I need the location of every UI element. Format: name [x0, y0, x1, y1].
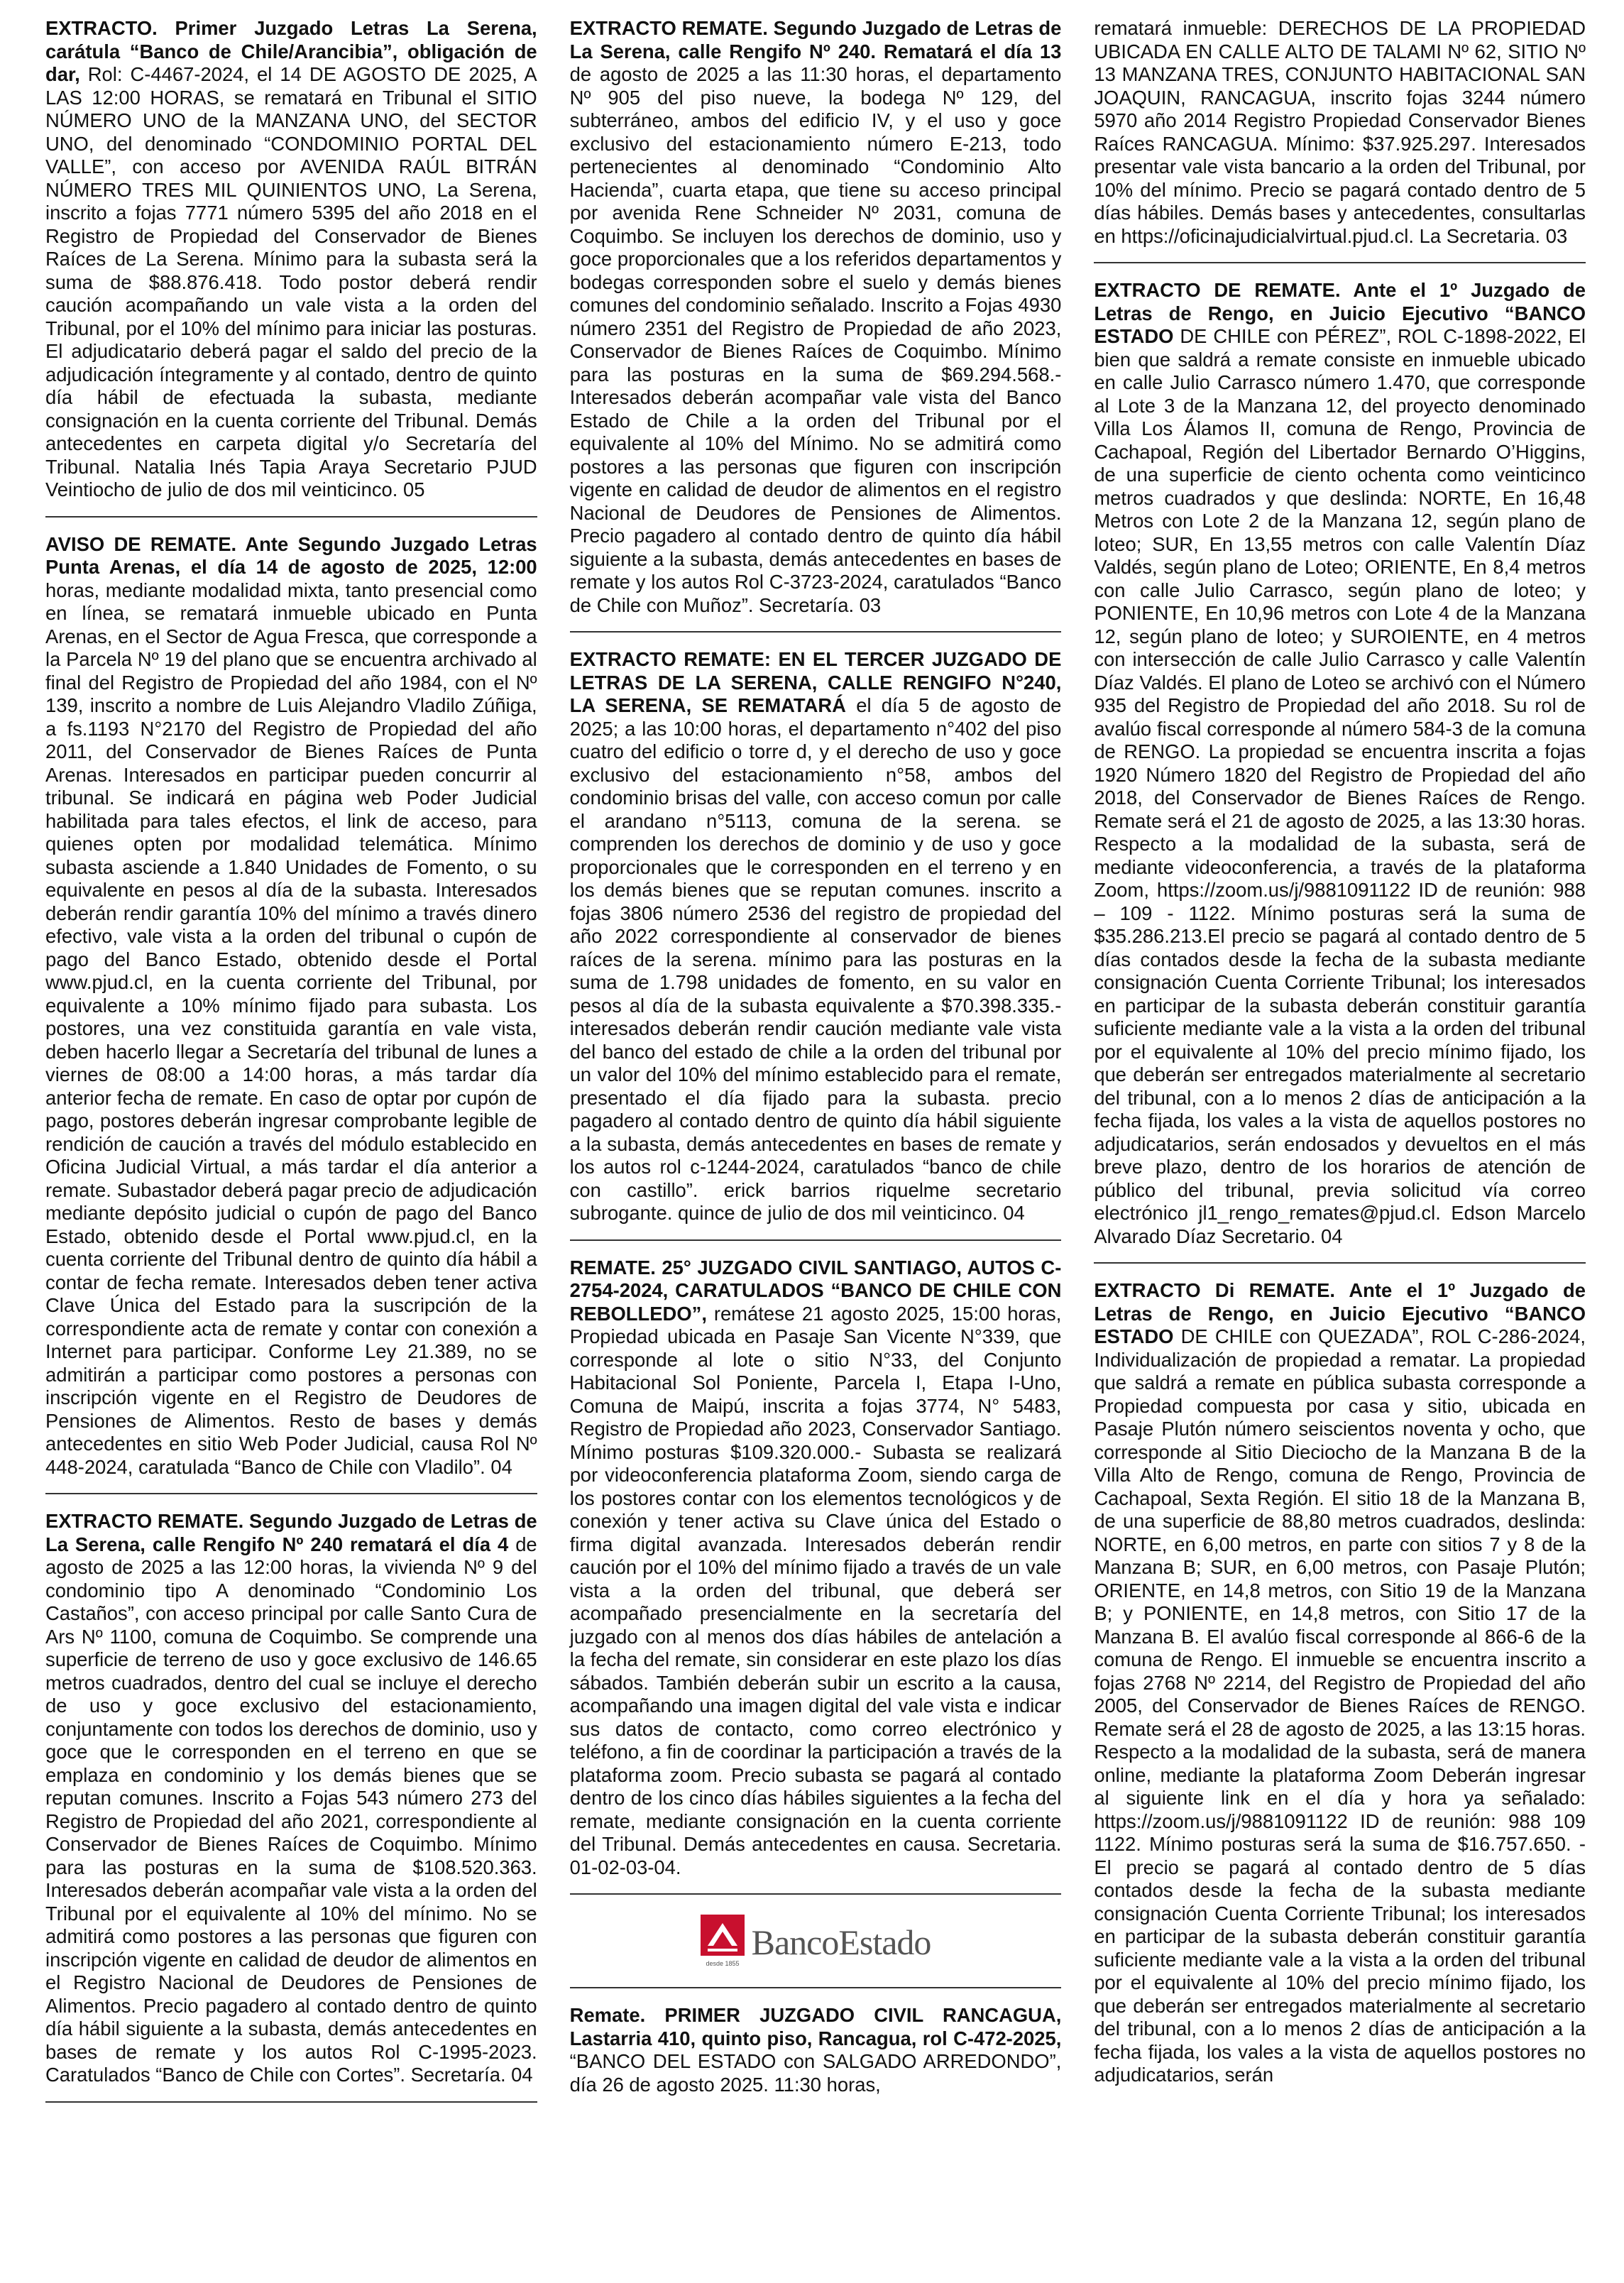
- notice-divider: [570, 1987, 1062, 1988]
- notice-divider: [1094, 1262, 1586, 1264]
- notice-remate-la-serena-cortes: [45, 1510, 537, 2087]
- notice-heading: EXTRACTO REMATE. Segundo Juzgado de Letras de La Serena, calle Rengifo Nº 240 rematará el día 4: [45, 1510, 537, 1555]
- notice-heading: EXTRACTO REMATE: EN EL TERCER JUZGADO DE LETRAS DE LA SERENA, CALLE RENGIFO N°240, LA SERENA, SE REMATARÁ: [569, 648, 1062, 716]
- column-3: [1094, 17, 1586, 2283]
- notice-body: DE CHILE con PÉREZ”, ROL C-1898-2022, El bien que saldrá a remate consiste en inmueble ubicado en calle Julio Carrasco número 1.470, que corresponde al Lote 3 de la Manzana 12, del proyecto denominado Villa Los Álamos II, comuna de Rengo, Provincia de Cachapoal, Región del Libertador Bernardo O’Higgins, de una superficie de ciento ochenta como veinticinco metros cuadrados y que deslinda: NORTE, En 16,48 Metros con Lote 2 de la Manzana 12, según plano de loteo; SUR, En 13,55 metros con calle Valentín Díaz Valdés, según plano de Loteo; ORIENTE, En 8,4 metros con calle Julio Carrasco, según plano de loteo; y PONIENTE, En 10,96 metros con Lote 4 de la Manzana 12, según plano de loteo; y SUROIENTE, en 4 metros con intersección de calle Julio Carrasco y calle Valentín Díaz Valdés. El plano de Loteo se archivó con el Número 935 del Registro de Propiedad del año 2018. Su rol de avalúo fiscal corresponde al número 584-3 de la comuna de RENGO. La propiedad se encuentra inscrita a fojas 1920 Número 1820 del Registro de Propiedad del año 2018, del Conservador de Bienes Raíces de Rengo. Remate será el 21 de agosto de 2025, a las 13:30 horas. Respecto a la modalidad de la subasta, será de mediante videoconferencia, a través de la plataforma Zoom, https://zoom.us/j/9881091122 ID de reunión: 988 – 109 - 1122. Mínimo posturas será la suma de $35.286.213.El precio se pagará al contado dentro de 5 días contados desde la fecha de la subasta mediante consignación Cuenta Corriente Tribunal; los interesados en participar de la subasta deberán constituir garantía suficiente mediante vale a la vista a la orden del tribunal por el equivalente al 10% del precio mínimo fijado, los que deberán ser entregados materialmente al secretario del tribunal, con a lo menos 2 días de anticipación a la fecha fijada, los vales a la vista de aquellos postores no adjudicatarios, serán endosados y devueltos en el más breve plazo, dentro de los horarios de atención de público del tribunal, previa solicitud vía correo electrónico jl1_rengo_remates@pjud.cl. Edson Marcelo Alvarado Díaz Secretario. 04: [1094, 325, 1586, 1247]
- notice-divider: [570, 1893, 1062, 1895]
- notice-remate-la-serena-arancibia: [45, 17, 537, 502]
- notice-heading: Remate. PRIMER JUZGADO CIVIL RANCAGUA, Lastarria 410, quinto piso, Rancagua, rol C-472-2025,: [569, 2004, 1062, 2049]
- notice-remate-rancagua-salgado: [570, 2004, 1062, 2096]
- notice-body: horas, mediante modalidad mixta, tanto presencial como en línea, se rematará inmueble ubicado en Punta Arenas, en el Sector de Agua Fresca, que corresponde a la Parcela Nº 19 del plano que se encuentra archivado al final del Registro de Propiedad del año 1984, con el Nº 139, inscrito a nombre de Luis Alejandro Vladilo Zúñiga, a fs.1193 N°2170 del Registro de Propiedad del año 2011, del Conservador de Bienes Raíces de Punta Arenas. Interesados en participar pueden concurrir al tribunal. Se indicará en página web Poder Judicial habilitada para tales efectos, el link de acceso, para quienes opten por modalidad telemática. Mínimo subasta asciende a 1.840 Unidades de Fomento, o su equivalente en pesos al día de la subasta. Interesados deberán rendir garantía 10% del mínimo a través dinero efectivo, vale vista a la orden del tribunal o cupón de pago del Banco Estado, obtenido desde el Portal www.pjud.cl, en la cuenta corriente del Tribunal, por equivalente a 10% mínimo fijado para subasta. Los postores, una vez constituida garantía en vale vista, deben hacerlo llegar a Secretaría del tribunal de lunes a viernes de 08:00 a 14:00 horas, a más tardar día anterior fecha de remate. En caso de optar por cupón de pago, postores deberán ingresar comprobante legible de rendición de caución a través del módulo establecido en Oficina Judicial Virtual, a más tardar el día anterior a remate. Subastador deberá pagar precio de adjudicación mediante depósito judicial o cupón de pago del Banco Estado, obtenido desde el Portal www.pjud.cl, en la cuenta corriente del Tribunal dentro de quinto día hábil a contar de fecha remate. Interesados deben tener activa Clave Única del Estado para la suscripción de la correspondiente acta de remate y contar con conexión a Internet para participar. Conforme Ley 21.389, no se admitirán a participar como postores a personas con inscripción vigente en el Registro de Deudores de Pensiones de Alimentos. Resto de bases y demás antecedentes en sitio Web Poder Judicial, causa Rol Nº 448-2024, caratulada “Banco de Chile con Vladilo”. 04: [45, 579, 537, 1478]
- notice-body: remátese 21 agosto 2025, 15:00 horas, Propiedad ubicada en Pasaje San Vicente N°339, que corresponde al lote o sitio N°33, del Conjunto Habitacional Sol Poniente, Parcela I, Etapa I-Uno, Comuna de Maipú, inscrita a fojas 3774, N° 5483, Registro de Propiedad año 2023, Conservador Santiago. Mínimo posturas $109.320.000.- Subasta se realizará por videoconferencia plataforma Zoom, siendo carga de los postores contar con los elementos tecnológicos y de conexión y tener activa su Clave única del Estado o firma digital avanzada. Interesados deberán rendir caución por el 10% del mínimo fijado a través de un vale vista a la orden del tribunal, que deberá ser acompañado presencialmente en la secretaría del juzgado con al menos dos días hábiles de antelación a la fecha del remate, sin considerar en este plazo los días sábados. También deberán subir un escrito a la causa, acompañando una imagen digital del vale vista e indicar sus datos de contacto, como correo electrónico y teléfono, a fin de coordinar la participación a través de la plataforma zoom. Precio subasta se pagará al contado dentro de los cinco días hábiles siguientes a la fecha del remate, mediante consignación en la cuenta corriente del Tribunal. Demás antecedentes en causa. Secretaria. 01-02-03-04.: [569, 1302, 1062, 1878]
- notice-body: “BANCO DEL ESTADO con SALGADO ARREDONDO”, día 26 de agosto 2025. 11:30 horas,: [569, 2050, 1062, 2096]
- notice-heading: EXTRACTO DE REMATE. Ante el 1º Juzgado de Letras de Rengo, en Juicio Ejecutivo “BANCO ESTADO: [1094, 279, 1586, 347]
- logo-wordmark: BancoEstado: [751, 1922, 931, 1962]
- notice-remate-rancagua-continued: [1094, 17, 1586, 248]
- notice-heading: EXTRACTO. Primer Juzgado Letras La Serena, carátula “Banco de Chile/Arancibia”, obligación de dar,: [45, 17, 537, 85]
- notice-divider: [45, 516, 537, 518]
- notice-body: DE CHILE con QUEZADA”, ROL C-286-2024, Individualización de propiedad a rematar. La propiedad que saldrá a remate en pública subasta corresponde a Propiedad compuesta por casa y sitio, ubicada en Pasaje Plutón número seiscientos noventa y ocho, que corresponde al Sitio Dieciocho de la Manzana B de la Villa Alto de Rengo, comuna de Rengo, Provincia de Cachapoal, Sexta Región. El sitio 18 de la Manzana B, de una superficie de 88,80 metros cuadrados, deslinda: NORTE, en 6,00 metros, en parte con sitios 7 y 8 de la Manzana B; SUR, en 6,00 metros, con Pasaje Plutón; ORIENTE, en 14,8 metros, con Sitio 19 de la Manzana B; y PONIENTE, en 14,8 metros, con Sitio 17 de la Manzana B. El avalúo fiscal corresponde al 866-6 de la comuna de Rengo. El inmueble se encuentra inscrito a fojas 2768 Nº 2214, del Registro de Propiedad del año 2005, del Conservador de Bienes Raíces de RENGO. Remate será el 28 de agosto de 2025, a las 13:15 horas. Respecto a la modalidad de la subasta, será de manera online, mediante la plataforma Zoom Deberán ingresar al siguiente link en el día y hora ya señalado: https://zoom.us/j/9881091122 ID de reunión: 988 109 1122. Mínimo posturas será la suma de $16.757.650. - El precio se pagará al contado dentro de 5 días contados desde la fecha de la subasta mediante consignación Cuenta Corriente Tribunal; los interesados en participar de la subasta deberán constituir garantía suficiente mediante vale a la vista a la orden del tribunal por el equivalente al 10% del precio mínimo fijado, los que deberán ser entregados materialmente al secretario del tribunal, con a lo menos 2 días de anticipación a la fecha fijada, los vales a la vista de aquellos postores no adjudicatarios, serán: [1094, 1325, 1586, 2086]
- notice-body: Rol: C-4467-2024, el 14 DE AGOSTO DE 2025, A LAS 12:00 HORAS, se rematará en Tribunal el SITIO NÚMERO UNO de la MANZANA UNO, del SECTOR UNO, del denominado “CONDOMINIO PORTAL DEL VALLE”, con acceso por AVENIDA RAÚL BITRÁN NÚMERO TRES MIL QUINIENTOS UNO, La Serena, inscrito a fojas 7771 número 5395 del año 2018 en el Registro de Propiedad del Conservador de Bienes Raíces de La Serena. Mínimo para la subasta será la suma de $88.876.418. Todo postor deberá rendir caución acompañando un vale vista a la orden del Tribunal, por el 10% del mínimo para iniciar las posturas. El adjudicatario deberá pagar el saldo del precio de la adjudicación íntegramente y al contado, dentro de quinto día hábil de efectuada la subasta, mediante consignación en la cuenta corriente del Tribunal. Demás antecedentes en carpeta digital y/o Secretaría del Tribunal. Natalia Inés Tapia Araya Secretario PJUD Veintiocho de julio de dos mil veinticinco. 05: [45, 63, 537, 500]
- notice-heading: AVISO DE REMATE. Ante Segundo Juzgado Letras Punta Arenas, el día 14 de agosto de 2025, 12:00: [45, 532, 537, 578]
- notice-remate-punta-arenas-vladilo: [45, 533, 537, 1479]
- notice-remate-santiago-rebolledo: [570, 1257, 1062, 1880]
- notice-body: el día 5 de agosto de 2025; a las 10:00 horas, el departamento n°402 del piso cuatro del edificio o torre d, y el derecho de uso y goce exclusivo del estacionamiento n°58, ambos del condominio brisas del valle, con acceso comun por calle el arandano n°5113, comuna de la serena. se comprenden los derechos de dominio y de uso y goce proporcionales que le corresponden en el terreno y en los demás bienes que se reputan comunes. inscrito a fojas 3806 número 2536 del registro de propiedad del año 2022 correspondiente al conservador de bienes raíces de la serena. mínimo para las posturas en la suma de 1.798 unidades de fomento, en su valor en pesos al día de la subasta equivalente a $70.398.335.- interesados deberán rendir caución mediante vale vista del banco del estado de chile a la orden del tribunal por un valor del 10% del mínimo establecido para el remate, presentado el día fijado para la subasta. precio pagadero al contado dentro de quinto día hábil siguiente a la subasta, demás antecedentes en bases de remate y los autos rol c-1244-2024, caratulados “banco de chile con castillo”. erick barrios riquelme secretario subrogante. quince de julio de dos mil veinticinco. 04: [569, 694, 1062, 1224]
- bancoestado-mark-icon: [701, 1915, 745, 1970]
- notice-heading: EXTRACTO REMATE. Segundo Juzgado de Letras de La Serena, calle Rengifo Nº 240. Rematará el día 13: [569, 17, 1062, 62]
- notice-remate-rengo-perez: [1094, 279, 1586, 1248]
- notice-divider: [45, 1493, 537, 1494]
- notice-remate-la-serena-munoz: [570, 17, 1062, 617]
- notice-divider: [570, 1239, 1062, 1241]
- column-1: [45, 17, 537, 2283]
- bancoestado-ad: [570, 1912, 1062, 1973]
- notice-remate-rengo-quezada: [1094, 1279, 1586, 2087]
- notice-body: rematará inmueble: DERECHOS DE LA PROPIEDAD UBICADA EN CALLE ALTO DE TALAMI Nº 62, SITIO Nº 13 MANZANA TRES, CONJUNTO HABITACIONAL SAN JOAQUIN, RANCAGUA, inscrito fojas 3244 número 5970 año 2014 Registro Propiedad Conservador Bienes Raíces RANCAGUA. Mínimo: $37.925.297. Interesados presentar vale vista bancario a la orden del Tribunal, por 10% del mínimo. Precio se pagará contado dentro de 5 días hábiles. Demás bases y antecedentes, consultarlas en https://oficinajudicialvirtual.pjud.cl. La Secretaria. 03: [1094, 17, 1586, 247]
- notice-heading: EXTRACTO Di REMATE. Ante el 1º Juzgado de Letras de Rengo, en Juicio Ejecutivo “BANCO ESTADO: [1094, 1279, 1586, 1347]
- notice-body: de agosto de 2025 a las 12:00 horas, la vivienda Nº 9 del condominio tipo A denominado “Condominio Los Castaños”, con acceso principal por calle Santo Cura de Ars Nº 1100, comuna de Coquimbo. Se comprende una superficie de terreno de uso y goce exclusivo de 146.65 metros cuadrados, dentro del cual se incluye el derecho de uso y goce exclusivo del estacionamiento, conjuntamente con todos los derechos de dominio, uso y goce que le corresponden en el terreno en que se emplaza en condominio y los demás bienes que se reputan comunes. Inscrito a Fojas 543 número 273 del Registro de Propiedad del año 2021, correspondiente al Conservador de Bienes Raíces de Coquimbo. Mínimo para las posturas en la suma de $108.520.363. Interesados deberán acompañar vale vista a la orden del Tribunal por el equivalente al 10% del mínimo. No se admitirá como postores a las personas que figuren con inscripción vigente en calidad de deudor de alimentos en el Registro Nacional de Deudores de Pensiones de Alimentos. Precio pagadero al contado dentro de quinto día hábil siguiente a la subasta, demás antecedentes en bases de remate y los autos Rol C-1995-2023. Caratulados “Banco de Chile con Cortes”. Secretaría. 04: [45, 1533, 537, 2086]
- column-2: [570, 17, 1062, 2283]
- notice-remate-la-serena-castillo: [570, 648, 1062, 1225]
- notice-heading: REMATE. 25° JUZGADO CIVIL SANTIAGO, AUTOS C-2754-2024, CARATULADOS “BANCO DE CHILE CON REBOLLEDO”,: [569, 1256, 1062, 1325]
- notice-divider: [45, 2101, 537, 2103]
- logo-tagline: desde 1855: [706, 1960, 740, 1967]
- notice-body: de agosto de 2025 a las 11:30 horas, el departamento Nº 905 del piso nueve, la bodega Nº 129, del subterráneo, ambos del edificio IV, y el uso y goce exclusivo del estacionamiento número E-213, todo pertenecientes al denominado “Condominio Alto Hacienda”, cuarta etapa, que tiene su acceso principal por avenida Rene Schneider Nº 2031, comuna de Coquimbo. Se incluyen los derechos de dominio, uso y goce proporcionales que a los referidos departamentos y bodegas corresponden sobre el suelo y demás bienes comunes del condominio señalado. Inscrito a Fojas 4930 número 2351 del Registro de Propiedad de año 2023, Conservador de Bienes Raíces de Coquimbo. Mínimo para las posturas en la suma de $69.294.568.- Interesados deberán acompañar vale vista del Banco Estado de Chile a la orden del Tribunal por el equivalente al 10% del Mínimo. No se admitirá como postores a las personas que figuren con inscripción vigente en calidad de deudor de alimentos en el registro Nacional de Deudores de Pensiones de Alimentos. Precio pagadero al contado dentro de quinto día hábil siguiente a la subasta, demás antecedentes en bases de remate y los autos Rol C-3723-2024, caratulados “Banco de Chile con Muñoz”. Secretaría. 03: [569, 63, 1062, 616]
- notice-divider: [570, 631, 1062, 633]
- notice-divider: [1094, 262, 1586, 263]
- bancoestado-logo: [701, 1915, 931, 1970]
